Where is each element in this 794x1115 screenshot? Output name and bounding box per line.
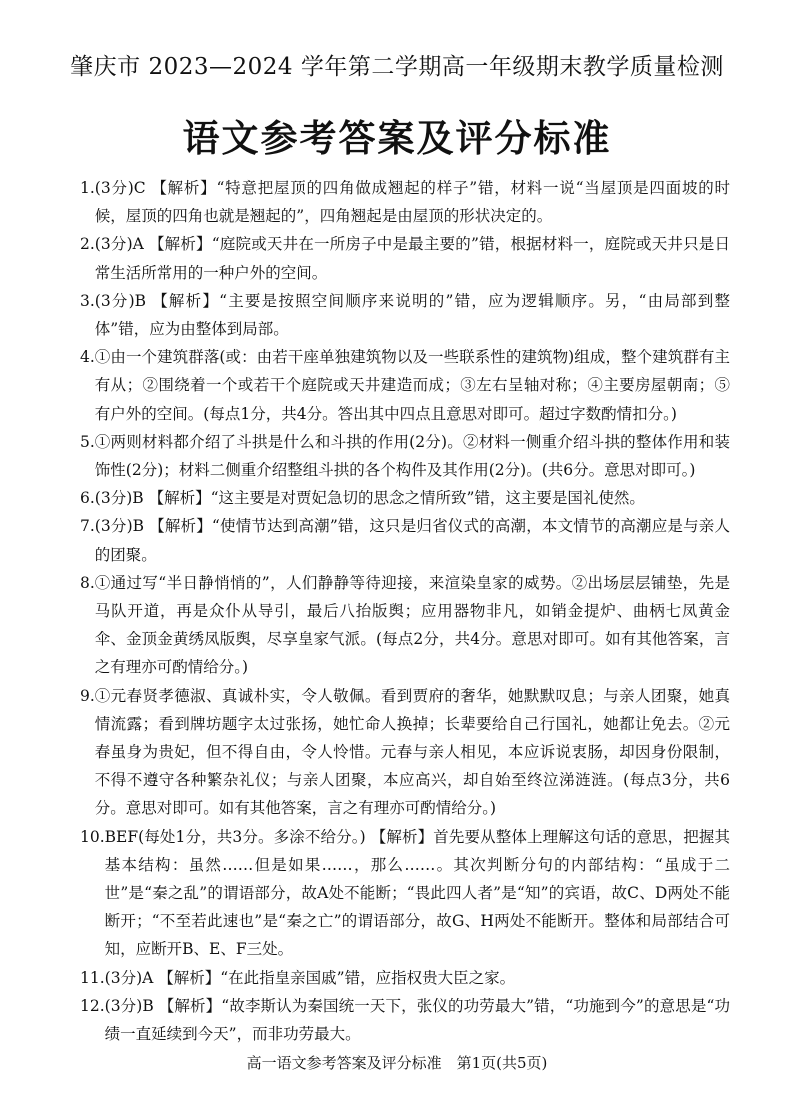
answer-number: 10. [80,827,105,846]
answer-item-4 [80,343,730,428]
answer-text: ①通过写“半日静悄悄的”，人们静静等待迎接，来渲染皇家的威势。②出场层层铺垫，先是马队开道，再是众仆从导引，最后八抬版舆；应用器物非凡，如销金提炉、曲柄七凤黄金伞、金顶金黄绣凤版舆，尽享皇家气派。(每点2分，共4分。意思对即可。如有其他答案，言之有理亦可酌情给分。) [94,573,730,677]
answer-number: 11. [80,968,105,987]
answer-item-8 [80,569,730,682]
answer-text: (3分)B 【解析】“使情节达到高潮”错，这只是归省仪式的高潮，本文情节的高潮应是与亲人的团聚。 [94,517,730,564]
answer-number: 5. [80,432,95,451]
answer-number: 8. [80,573,95,592]
answer-item-7 [80,512,730,568]
answer-item-3 [80,287,730,343]
answer-number: 1. [80,179,95,197]
answer-item-11 [80,964,730,992]
answer-number: 3. [80,291,95,310]
answer-number: 4. [80,348,95,367]
answer-item-10 [80,823,730,964]
answer-item-12 [80,992,730,1048]
answer-list [80,174,730,1048]
answer-number: 7. [80,517,95,536]
answer-number: 12. [80,996,105,1015]
answer-text: (3分)B 【解析】“这主要是对贾妃急切的思念之情所致”错，这主要是国礼使然。 [94,489,645,508]
answer-text: (3分)B 【解析】“故李斯认为秦国统一天下，张仪的功劳最大”错，“功施到今”的意思是“功绩一直延续到今天”，而非功劳最大。 [104,996,730,1044]
answer-number: 2. [80,235,95,254]
answer-item-6 [80,484,730,512]
page-footer: 高一语文参考答案及评分标准 第1页(共5页) [246,1054,548,1072]
answer-item-9 [80,682,730,823]
answer-item-5 [80,428,730,484]
document-title: 语文参考答案及评分标准 [182,116,612,160]
answer-text: ①两则材料都介绍了斗拱是什么和斗拱的作用(2分)。②材料一侧重介绍斗拱的整体作用和装饰性(2分)；材料二侧重介绍整组斗拱的各个构件及其作用(2分)。(共6分。意思对即可。) [94,432,730,480]
answer-text: (3分)B 【解析】“主要是按照空间顺序来说明的”错，应为逻辑顺序。另，“由局部到整体”错，应为由整体到局部。 [94,291,730,339]
exam-header-title: 肇庆市 2023—2024 学年第二学期高一年级期末教学质量检测 [70,54,724,80]
answer-text: ①元春贤孝德淑、真诚朴实，令人敬佩。看到贾府的奢华，她默默叹息；与亲人团聚，她真情流露；看到牌坊题字太过张扬，她忙命人换掉；长辈要给自己行国礼，她都让免去。②元春虽身为贵妃，但不得自由，令人怜惜。元春与亲人相见，本应诉说衷肠，却因身份限制，不得不遵守各种繁杂礼仪；与亲人团聚，本应高兴，却自始至终泣涕涟涟。(每点3分，共6分。意思对即可。如有其他答案，言之有理亦可酌情给分。) [94,686,730,818]
answer-item-2 [80,230,730,286]
answer-text: ①由一个建筑群落(或：由若干座单独建筑物以及一些联系性的建筑物)组成，整个建筑群有主有从；②围绕着一个或若干个庭院或天井建造而成；③左右呈轴对称；④主要房屋朝南；⑤有户外的空间。(每点1分，共4分。答出其中四点且意思对即可。超过字数酌情扣分。) [94,348,730,423]
answer-text: (3分)A 【解析】“庭院或天井在一所房子中是最主要的”错，根据材料一，庭院或天井只是日常生活所常用的一种户外的空间。 [94,235,730,282]
answer-number: 9. [80,686,95,705]
answer-text: (3分)C 【解析】“特意把屋顶的四角做成翘起的样子”错，材料一说“当屋顶是四面坡的时候，屋顶的四角也就是翘起的”，四角翘起是由屋顶的形状决定的。 [94,179,730,226]
answer-item-1 [80,174,730,230]
answer-number: 6. [80,489,95,508]
answer-text: (3分)A 【解析】“在此指皇亲国戚”错，应指权贵大臣之家。 [104,968,516,987]
answer-text: BEF(每处1分，共3分。多涂不给分。) 【解析】首先要从整体上理解这句话的意思，把握其基本结构：虽然……但是如果……，那么……。其次判断分句的内部结构：“虽成于二世”是“秦之乱”的谓语部分，故A处不能断；“畏此四人者”是“知”的宾语，故C、D两处不能断开；“不至若此速也”是“秦之亡”的谓语部分，故G、H两处不能断开。整体和局部结合可知，应断开B、E、F三处。 [104,827,730,959]
